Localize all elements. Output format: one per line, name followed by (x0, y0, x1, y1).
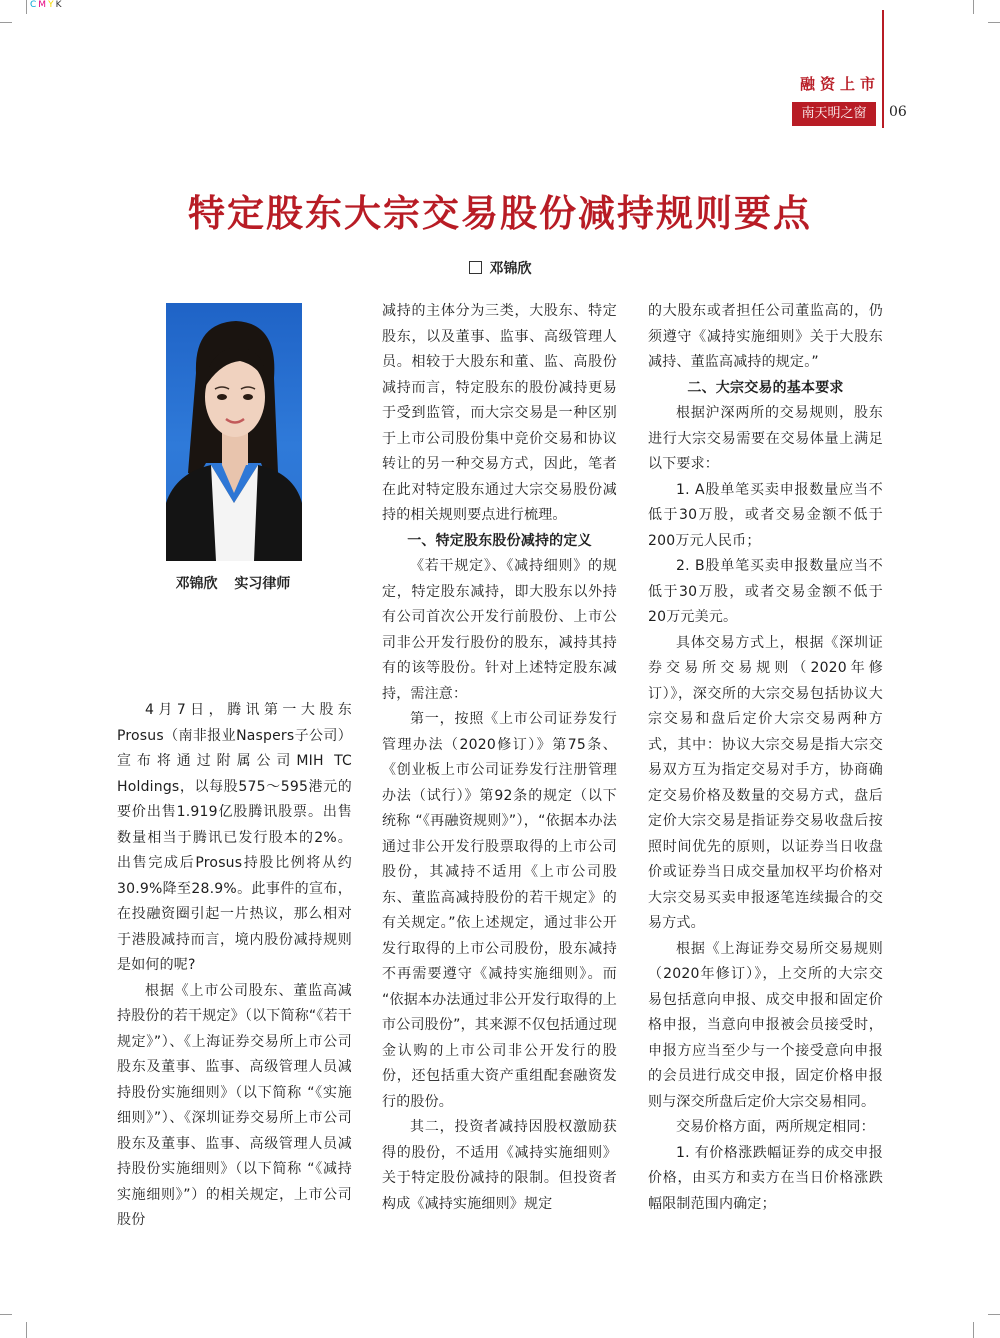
section-heading-1: 一、特定股东股份减持的定义 (407, 532, 592, 549)
photo-caption: 邓锦欣 实习律师 (175, 576, 291, 592)
paragraph: 4月7日，腾讯第一大股东Prosus（南非报业Naspers子公司）宣布将通过附属公司MIH TC Holdings，以每股575～595港元的要价出售1.919亿股腾讯股票。出售数量相当于腾讯已发行股本的2%。出售完成后Prosus持股比例将从约30.9%降至28.9%。此事件的宣布，在投融资圈引起一片热议，那么相对于港股减持而言，境内股份减持规则是如何的呢? (117, 702, 352, 973)
paragraph: 根据沪深两所的交易规则，股东进行大宗交易需要在交易体量上满足以下要求： (648, 405, 883, 472)
paragraph: 的大股东或者担任公司董监高的，仍须遵守《减持实施细则》关于大股东减持、董监高减持的规定。” (648, 303, 883, 370)
crop-mark-bl-h (0, 1314, 12, 1315)
crop-mark-tr-v (973, 0, 974, 14)
column-badge: 南天明之窗 (792, 102, 876, 126)
cmyk-color-bar (30, 0, 63, 10)
section-name: 融资上市 (799, 75, 880, 93)
portrait-illustration (166, 303, 302, 561)
article-column-3 (648, 299, 883, 1217)
crop-mark-tr-h (988, 22, 1000, 23)
author-line (0, 258, 1000, 278)
crop-mark-tl-v (26, 0, 27, 14)
author-name: 邓锦欣 (489, 261, 532, 277)
cmyk-y: Y (48, 0, 55, 10)
header-vertical-rule (882, 10, 884, 128)
crop-mark-tl-h (0, 22, 12, 23)
paragraph: 具体交易方式上，根据《深圳证券交易所交易规则（2020年修订）》，深交所的大宗交易包括协议大宗交易和盘后定价大宗交易两种方式，其中：协议大宗交易是指大宗交易双方互为指定交易对手方，协商确定交易价格及数量的交易方式，盘后定价大宗交易是指证券交易收盘后按照时间优先的原则，以证券当日收盘价或证券当日成交量加权平均价格对大宗交易买卖申报逐笔连续撮合的交易方式。 (648, 634, 883, 931)
paragraph: 交易价格方面，两所规定相同： (676, 1119, 875, 1135)
crop-mark-br-h (988, 1314, 1000, 1315)
crop-mark-br-v (973, 1322, 974, 1338)
paragraph: 其二，投资者减持因股权激励获得的股份，不适用《减持实施细则》关于特定股份减持的限制。但投资者构成《减持实施细则》规定 (382, 1119, 617, 1212)
crop-mark-bl-v (26, 1322, 27, 1338)
section-heading-2: 二、大宗交易的基本要求 (687, 379, 844, 396)
list-item: 2. B股单笔买卖申报数量应当不低于30万股，或者交易金额不低于20万元美元。 (648, 558, 883, 625)
article-title: 特定股东大宗交易股份减持规则要点 (188, 192, 812, 235)
paragraph: 根据《上市公司股东、董监高减持股份的若干规定》（以下简称“《若干规定》”）、《上海证券交易所上市公司股东及董事、监事、高级管理人员减持股份实施细则》（以下简称 “《实施细则》”）、《深圳证券交易所上市公司股东及董事、监事、高级管理人员减持股份实施细则》（以下简称 “《减持实施细则》”）的相关规定，上市公司股份 (117, 982, 352, 1228)
cmyk-m: M (38, 0, 48, 10)
page-number: 06 (889, 104, 907, 120)
article-column-2 (382, 299, 617, 1217)
paragraph: 减持的主体分为三类，大股东、特定股东，以及董事、监事、高级管理人员。相较于大股东和董、监、高股份减持而言，特定股东的股份减持更易于受到监管，而大宗交易是一种区别于上市公司股份集中竞价交易和协议转让的另一种交易方式，因此，笔者在此对特定股东通过大宗交易股份减持的相关规则要点进行梳理。 (382, 303, 617, 523)
paragraph: 第一，按照《上市公司证券发行管理办法（2020修订）》第75条、《创业板上市公司证券发行注册管理办法（试行）》第92条的规定（以下统称 “《再融资规则》”），“依据本办法通过非公开发行股票取得的上市公司股份，其减持不适用《上市公司股东、董监高减持股份的若干规定》的有关规定。”依上述规定，通过非公开发行取得的上市公司股份，股东减持不再需要遵守《减持实施细则》。而 “依据本办法通过非公开发行取得的上市公司股份”，其来源不仅包括通过现金认购的上市公司非公开发行的股份，还包括重大资产重组配套融资发行的股份。 (382, 711, 617, 1110)
list-item: 1. A股单笔买卖申报数量应当不低于30万股，或者交易金额不低于200万元人民币； (648, 481, 883, 549)
square-bullet-icon (469, 261, 482, 274)
cmyk-c: C (30, 0, 38, 10)
paragraph: 根据《上海证券交易所交易规则（2020年修订）》，上交所的大宗交易包括意向申报、成交申报和固定价格申报，当意向申报被会员接受时，申报方应当至少与一个接受意向申报的会员进行成交申报，固定价格申报则与深交所盘后定价大宗交易相同。 (648, 940, 883, 1110)
paragraph: 《若干规定》、《减持细则》的规定，特定股东减持，即大股东以外持有公司首次公开发行前股份、上市公司非公开发行股份的股东，减持其持有的该等股份。针对上述特定股东减持，需注意： (382, 558, 617, 702)
list-item: 1. 有价格涨跌幅证券的成交申报价格，由买方和卖方在当日价格涨跌幅限制范围内确定； (648, 1144, 883, 1212)
author-portrait (166, 303, 302, 561)
article-column-1 (117, 698, 352, 1234)
cmyk-k: K (55, 0, 63, 10)
